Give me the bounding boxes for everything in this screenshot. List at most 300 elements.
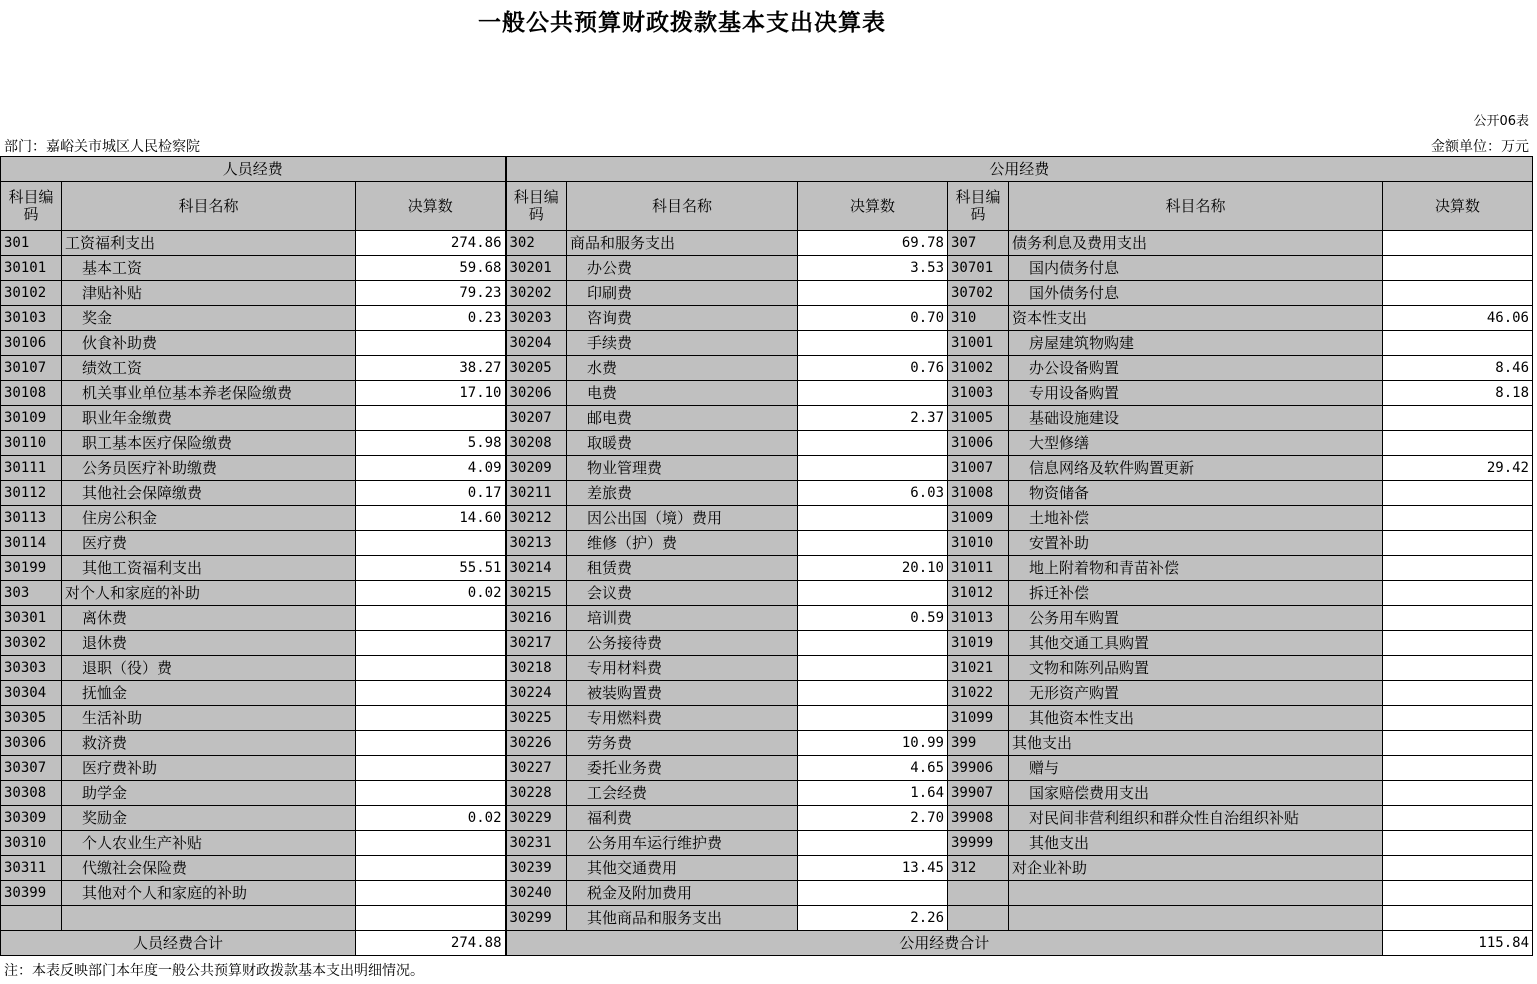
subject-code: 301 <box>1 231 62 256</box>
subject-name: 国内债务付息 <box>1009 256 1383 281</box>
subject-name: 房屋建筑物购建 <box>1009 331 1383 356</box>
table-row <box>1 906 1533 931</box>
subject-code: 30307 <box>1 756 62 781</box>
subject-code: 30217 <box>506 631 567 656</box>
amount-value <box>798 681 948 706</box>
personnel-header: 人员经费 <box>1 157 506 182</box>
subject-code: 39906 <box>948 756 1009 781</box>
personnel-total-label: 人员经费合计 <box>1 931 356 956</box>
amount-value <box>798 631 948 656</box>
amount-value <box>798 881 948 906</box>
subject-code: 30107 <box>1 356 62 381</box>
amount-value <box>1383 731 1533 756</box>
amount-value <box>798 331 948 356</box>
table-row <box>1 781 1533 806</box>
subject-code: 31005 <box>948 406 1009 431</box>
table-row <box>1 481 1533 506</box>
subject-name: 工会经费 <box>567 781 798 806</box>
subject-name: 维修（护）费 <box>567 531 798 556</box>
subject-code: 30202 <box>506 281 567 306</box>
subject-code: 31013 <box>948 606 1009 631</box>
subject-code: 30702 <box>948 281 1009 306</box>
col-name-header: 科目名称 <box>567 182 798 231</box>
subject-code: 30701 <box>948 256 1009 281</box>
subject-name: 职工基本医疗保险缴费 <box>62 431 356 456</box>
col-code-header: 科目编码 <box>506 182 567 231</box>
department-label: 部门：嘉峪关市城区人民检察院 <box>4 139 200 155</box>
subject-name: 文物和陈列品购置 <box>1009 656 1383 681</box>
subject-code: 30302 <box>1 631 62 656</box>
table-row <box>1 531 1533 556</box>
subject-code: 30308 <box>1 781 62 806</box>
table-row <box>1 231 1533 256</box>
subject-name: 因公出国（境）费用 <box>567 506 798 531</box>
subject-code <box>948 906 1009 931</box>
amount-value <box>356 756 506 781</box>
amount-value <box>356 656 506 681</box>
subject-code: 31007 <box>948 456 1009 481</box>
page-title: 一般公共预算财政拨款基本支出决算表 <box>478 10 886 36</box>
table-row <box>1 331 1533 356</box>
subject-name: 税金及附加费用 <box>567 881 798 906</box>
subject-name: 其他交通工具购置 <box>1009 631 1383 656</box>
subject-name: 职业年金缴费 <box>62 406 356 431</box>
subject-name: 拆迁补偿 <box>1009 581 1383 606</box>
subject-name: 对个人和家庭的补助 <box>62 581 356 606</box>
subject-code: 30228 <box>506 781 567 806</box>
amount-value <box>798 581 948 606</box>
subject-name: 助学金 <box>62 781 356 806</box>
table-row <box>1 356 1533 381</box>
table-row <box>1 606 1533 631</box>
amount-value <box>356 681 506 706</box>
amount-value <box>1383 281 1533 306</box>
table-row <box>1 281 1533 306</box>
amount-value: 10.99 <box>798 731 948 756</box>
subject-name: 奖励金 <box>62 806 356 831</box>
amount-value <box>1383 431 1533 456</box>
table-row <box>1 681 1533 706</box>
amount-value: 0.02 <box>356 581 506 606</box>
table-row <box>1 456 1533 481</box>
subject-name: 专用材料费 <box>567 656 798 681</box>
subject-name: 其他商品和服务支出 <box>567 906 798 931</box>
col-name-header: 科目名称 <box>62 182 356 231</box>
subject-name: 其他社会保障缴费 <box>62 481 356 506</box>
amount-value: 8.46 <box>1383 356 1533 381</box>
subject-name: 伙食补助费 <box>62 331 356 356</box>
subject-code <box>948 881 1009 906</box>
subject-name: 基础设施建设 <box>1009 406 1383 431</box>
amount-value <box>356 856 506 881</box>
table-row <box>1 706 1533 731</box>
col-name-header: 科目名称 <box>1009 182 1383 231</box>
subject-code: 30309 <box>1 806 62 831</box>
col-amount-header: 决算数 <box>1383 182 1533 231</box>
amount-value: 55.51 <box>356 556 506 581</box>
subject-code: 30199 <box>1 556 62 581</box>
subject-name: 其他工资福利支出 <box>62 556 356 581</box>
subject-code: 31003 <box>948 381 1009 406</box>
subject-code: 30240 <box>506 881 567 906</box>
subject-name: 地上附着物和青苗补偿 <box>1009 556 1383 581</box>
amount-value <box>1383 606 1533 631</box>
subject-name: 专用设备购置 <box>1009 381 1383 406</box>
subject-code: 31001 <box>948 331 1009 356</box>
table-row <box>1 631 1533 656</box>
subject-name: 抚恤金 <box>62 681 356 706</box>
subject-code: 30108 <box>1 381 62 406</box>
subject-name <box>1009 881 1383 906</box>
subject-name: 基本工资 <box>62 256 356 281</box>
subject-name: 培训费 <box>567 606 798 631</box>
footnote: 注：本表反映部门本年度一般公共预算财政拨款基本支出明细情况。 <box>4 963 424 979</box>
amount-value <box>1383 856 1533 881</box>
subject-code: 31021 <box>948 656 1009 681</box>
subject-name <box>1009 906 1383 931</box>
subject-name: 债务利息及费用支出 <box>1009 231 1383 256</box>
subject-name: 邮电费 <box>567 406 798 431</box>
subject-name: 商品和服务支出 <box>567 231 798 256</box>
amount-value <box>1383 406 1533 431</box>
amount-value <box>798 281 948 306</box>
subject-name: 退职（役）费 <box>62 656 356 681</box>
subject-code: 30102 <box>1 281 62 306</box>
subject-name: 国外债务付息 <box>1009 281 1383 306</box>
subject-code: 31019 <box>948 631 1009 656</box>
amount-value: 2.70 <box>798 806 948 831</box>
subject-name: 生活补助 <box>62 706 356 731</box>
subject-code: 30208 <box>506 431 567 456</box>
amount-value: 79.23 <box>356 281 506 306</box>
amount-value <box>1383 781 1533 806</box>
subject-code: 30109 <box>1 406 62 431</box>
subject-name: 大型修缮 <box>1009 431 1383 456</box>
table-row <box>1 556 1533 581</box>
subject-code: 30231 <box>506 831 567 856</box>
subject-code: 30205 <box>506 356 567 381</box>
amount-value: 4.65 <box>798 756 948 781</box>
amount-value: 5.98 <box>356 431 506 456</box>
subject-code: 31011 <box>948 556 1009 581</box>
amount-value <box>1383 906 1533 931</box>
subject-code: 30226 <box>506 731 567 756</box>
subject-code: 30213 <box>506 531 567 556</box>
subject-name: 离休费 <box>62 606 356 631</box>
table-row <box>1 431 1533 456</box>
subject-name: 医疗费 <box>62 531 356 556</box>
col-code-header: 科目编码 <box>948 182 1009 231</box>
amount-value <box>1383 831 1533 856</box>
amount-value <box>798 531 948 556</box>
subject-code: 312 <box>948 856 1009 881</box>
subject-name: 手续费 <box>567 331 798 356</box>
subject-code: 30204 <box>506 331 567 356</box>
amount-value: 274.86 <box>356 231 506 256</box>
subject-code: 30112 <box>1 481 62 506</box>
subject-code: 30106 <box>1 331 62 356</box>
amount-value: 1.64 <box>798 781 948 806</box>
subject-name: 医疗费补助 <box>62 756 356 781</box>
subject-code: 30209 <box>506 456 567 481</box>
table-row <box>1 856 1533 881</box>
subject-name: 救济费 <box>62 731 356 756</box>
subject-name: 对企业补助 <box>1009 856 1383 881</box>
subject-code: 30224 <box>506 681 567 706</box>
subject-code: 30201 <box>506 256 567 281</box>
subject-code: 30214 <box>506 556 567 581</box>
subject-name: 其他资本性支出 <box>1009 706 1383 731</box>
subject-name: 公务接待费 <box>567 631 798 656</box>
subject-code: 39908 <box>948 806 1009 831</box>
subject-name: 绩效工资 <box>62 356 356 381</box>
subject-code: 30211 <box>506 481 567 506</box>
amount-value <box>356 781 506 806</box>
subject-code: 30216 <box>506 606 567 631</box>
subject-code: 30207 <box>506 406 567 431</box>
subject-name: 办公设备购置 <box>1009 356 1383 381</box>
subject-name: 其他对个人和家庭的补助 <box>62 881 356 906</box>
subject-name <box>62 906 356 931</box>
subject-name: 个人农业生产补贴 <box>62 831 356 856</box>
subject-name: 其他支出 <box>1009 731 1383 756</box>
subject-code: 30399 <box>1 881 62 906</box>
public-header: 公用经费 <box>506 157 1533 182</box>
amount-value <box>1383 331 1533 356</box>
amount-value <box>356 531 506 556</box>
subject-code: 30304 <box>1 681 62 706</box>
subject-code: 302 <box>506 231 567 256</box>
amount-value <box>1383 231 1533 256</box>
amount-value <box>1383 481 1533 506</box>
subject-name: 办公费 <box>567 256 798 281</box>
subject-name: 无形资产购置 <box>1009 681 1383 706</box>
subject-name: 被装购置费 <box>567 681 798 706</box>
subject-code <box>1 906 62 931</box>
table-row <box>1 506 1533 531</box>
subject-code: 31012 <box>948 581 1009 606</box>
amount-value <box>1383 256 1533 281</box>
amount-value: 29.42 <box>1383 456 1533 481</box>
amount-value: 3.53 <box>798 256 948 281</box>
amount-value: 2.37 <box>798 406 948 431</box>
amount-value: 14.60 <box>356 506 506 531</box>
subject-code: 30225 <box>506 706 567 731</box>
subject-name: 其他支出 <box>1009 831 1383 856</box>
subject-code: 30239 <box>506 856 567 881</box>
subject-name: 国家赔偿费用支出 <box>1009 781 1383 806</box>
amount-value <box>356 831 506 856</box>
table-row <box>1 306 1533 331</box>
subject-code: 31008 <box>948 481 1009 506</box>
col-amount-header: 决算数 <box>798 182 948 231</box>
subject-code: 30310 <box>1 831 62 856</box>
subject-name: 土地补偿 <box>1009 506 1383 531</box>
amount-value: 8.18 <box>1383 381 1533 406</box>
amount-value <box>1383 581 1533 606</box>
amount-value <box>798 381 948 406</box>
subject-code: 310 <box>948 306 1009 331</box>
subject-name: 租赁费 <box>567 556 798 581</box>
amount-value: 69.78 <box>798 231 948 256</box>
subject-name: 咨询费 <box>567 306 798 331</box>
amount-value <box>356 631 506 656</box>
subject-name: 对民间非营利组织和群众性自治组织补贴 <box>1009 806 1383 831</box>
amount-value <box>356 881 506 906</box>
subject-code: 30229 <box>506 806 567 831</box>
subject-name: 奖金 <box>62 306 356 331</box>
subject-name: 代缴社会保险费 <box>62 856 356 881</box>
subject-name: 差旅费 <box>567 481 798 506</box>
subject-code: 30311 <box>1 856 62 881</box>
amount-value <box>798 831 948 856</box>
amount-value <box>356 906 506 931</box>
amount-value <box>1383 806 1533 831</box>
subject-name: 资本性支出 <box>1009 306 1383 331</box>
subject-name: 劳务费 <box>567 731 798 756</box>
subject-name: 取暖费 <box>567 431 798 456</box>
subject-code: 30227 <box>506 756 567 781</box>
subject-code: 30301 <box>1 606 62 631</box>
amount-value <box>798 706 948 731</box>
amount-value <box>1383 531 1533 556</box>
subject-name: 电费 <box>567 381 798 406</box>
amount-value: 59.68 <box>356 256 506 281</box>
amount-value <box>798 506 948 531</box>
amount-value: 6.03 <box>798 481 948 506</box>
subject-code: 30103 <box>1 306 62 331</box>
table-row <box>1 806 1533 831</box>
table-row <box>1 581 1533 606</box>
subject-name: 印刷费 <box>567 281 798 306</box>
public-total-label: 公用经费合计 <box>506 931 1383 956</box>
amount-value <box>798 431 948 456</box>
subject-name: 专用燃料费 <box>567 706 798 731</box>
amount-value: 4.09 <box>356 456 506 481</box>
subject-name: 住房公积金 <box>62 506 356 531</box>
subject-name: 赠与 <box>1009 756 1383 781</box>
amount-value: 46.06 <box>1383 306 1533 331</box>
amount-value <box>1383 631 1533 656</box>
subject-name: 会议费 <box>567 581 798 606</box>
subject-code: 30114 <box>1 531 62 556</box>
subject-code: 30305 <box>1 706 62 731</box>
subject-name: 公务用车运行维护费 <box>567 831 798 856</box>
subject-code: 30215 <box>506 581 567 606</box>
subject-code: 30101 <box>1 256 62 281</box>
subject-name: 工资福利支出 <box>62 231 356 256</box>
amount-value: 0.76 <box>798 356 948 381</box>
subject-name: 其他交通费用 <box>567 856 798 881</box>
table-row <box>1 381 1533 406</box>
subject-name: 信息网络及软件购置更新 <box>1009 456 1383 481</box>
subject-name: 福利费 <box>567 806 798 831</box>
subject-code: 399 <box>948 731 1009 756</box>
col-code-header: 科目编码 <box>1 182 62 231</box>
subject-name: 委托业务费 <box>567 756 798 781</box>
amount-value: 0.23 <box>356 306 506 331</box>
subject-code: 30206 <box>506 381 567 406</box>
amount-value <box>356 731 506 756</box>
subject-code: 30306 <box>1 731 62 756</box>
personnel-total-value: 274.88 <box>356 931 506 956</box>
table-row <box>1 881 1533 906</box>
amount-value <box>1383 881 1533 906</box>
amount-value: 0.59 <box>798 606 948 631</box>
subject-code: 31010 <box>948 531 1009 556</box>
unit-label: 金额单位：万元 <box>1431 139 1529 155</box>
subject-name: 水费 <box>567 356 798 381</box>
subject-code: 39999 <box>948 831 1009 856</box>
amount-value <box>1383 681 1533 706</box>
amount-value: 17.10 <box>356 381 506 406</box>
amount-value <box>356 606 506 631</box>
amount-value <box>1383 556 1533 581</box>
subject-code: 31002 <box>948 356 1009 381</box>
subject-name: 公务员医疗补助缴费 <box>62 456 356 481</box>
amount-value: 0.17 <box>356 481 506 506</box>
table-row <box>1 831 1533 856</box>
subject-name: 津贴补贴 <box>62 281 356 306</box>
subject-name: 安置补助 <box>1009 531 1383 556</box>
subject-code: 39907 <box>948 781 1009 806</box>
subject-code: 30303 <box>1 656 62 681</box>
expenditure-table <box>0 156 1533 956</box>
subject-code: 30218 <box>506 656 567 681</box>
amount-value <box>798 656 948 681</box>
col-amount-header: 决算数 <box>356 182 506 231</box>
amount-value <box>356 331 506 356</box>
amount-value <box>1383 506 1533 531</box>
amount-value <box>356 706 506 731</box>
amount-value: 13.45 <box>798 856 948 881</box>
public-total-value: 115.84 <box>1383 931 1533 956</box>
subject-code: 30113 <box>1 506 62 531</box>
subject-code: 303 <box>1 581 62 606</box>
subject-code: 31022 <box>948 681 1009 706</box>
amount-value <box>798 456 948 481</box>
amount-value: 38.27 <box>356 356 506 381</box>
amount-value <box>1383 756 1533 781</box>
table-row <box>1 756 1533 781</box>
subject-code: 30212 <box>506 506 567 531</box>
subject-code: 31009 <box>948 506 1009 531</box>
table-row <box>1 406 1533 431</box>
subject-name: 机关事业单位基本养老保险缴费 <box>62 381 356 406</box>
amount-value <box>356 406 506 431</box>
table-row <box>1 256 1533 281</box>
amount-value: 0.70 <box>798 306 948 331</box>
subject-code: 30111 <box>1 456 62 481</box>
table-number: 公开06表 <box>1473 114 1529 129</box>
table-row <box>1 656 1533 681</box>
amount-value: 20.10 <box>798 556 948 581</box>
amount-value <box>1383 656 1533 681</box>
amount-value <box>1383 706 1533 731</box>
amount-value: 2.26 <box>798 906 948 931</box>
subject-code: 30299 <box>506 906 567 931</box>
subject-code: 30110 <box>1 431 62 456</box>
subject-code: 31006 <box>948 431 1009 456</box>
subject-name: 退休费 <box>62 631 356 656</box>
amount-value: 0.02 <box>356 806 506 831</box>
subject-code: 307 <box>948 231 1009 256</box>
table-row <box>1 731 1533 756</box>
subject-name: 物业管理费 <box>567 456 798 481</box>
subject-name: 公务用车购置 <box>1009 606 1383 631</box>
subject-code: 31099 <box>948 706 1009 731</box>
subject-code: 30203 <box>506 306 567 331</box>
